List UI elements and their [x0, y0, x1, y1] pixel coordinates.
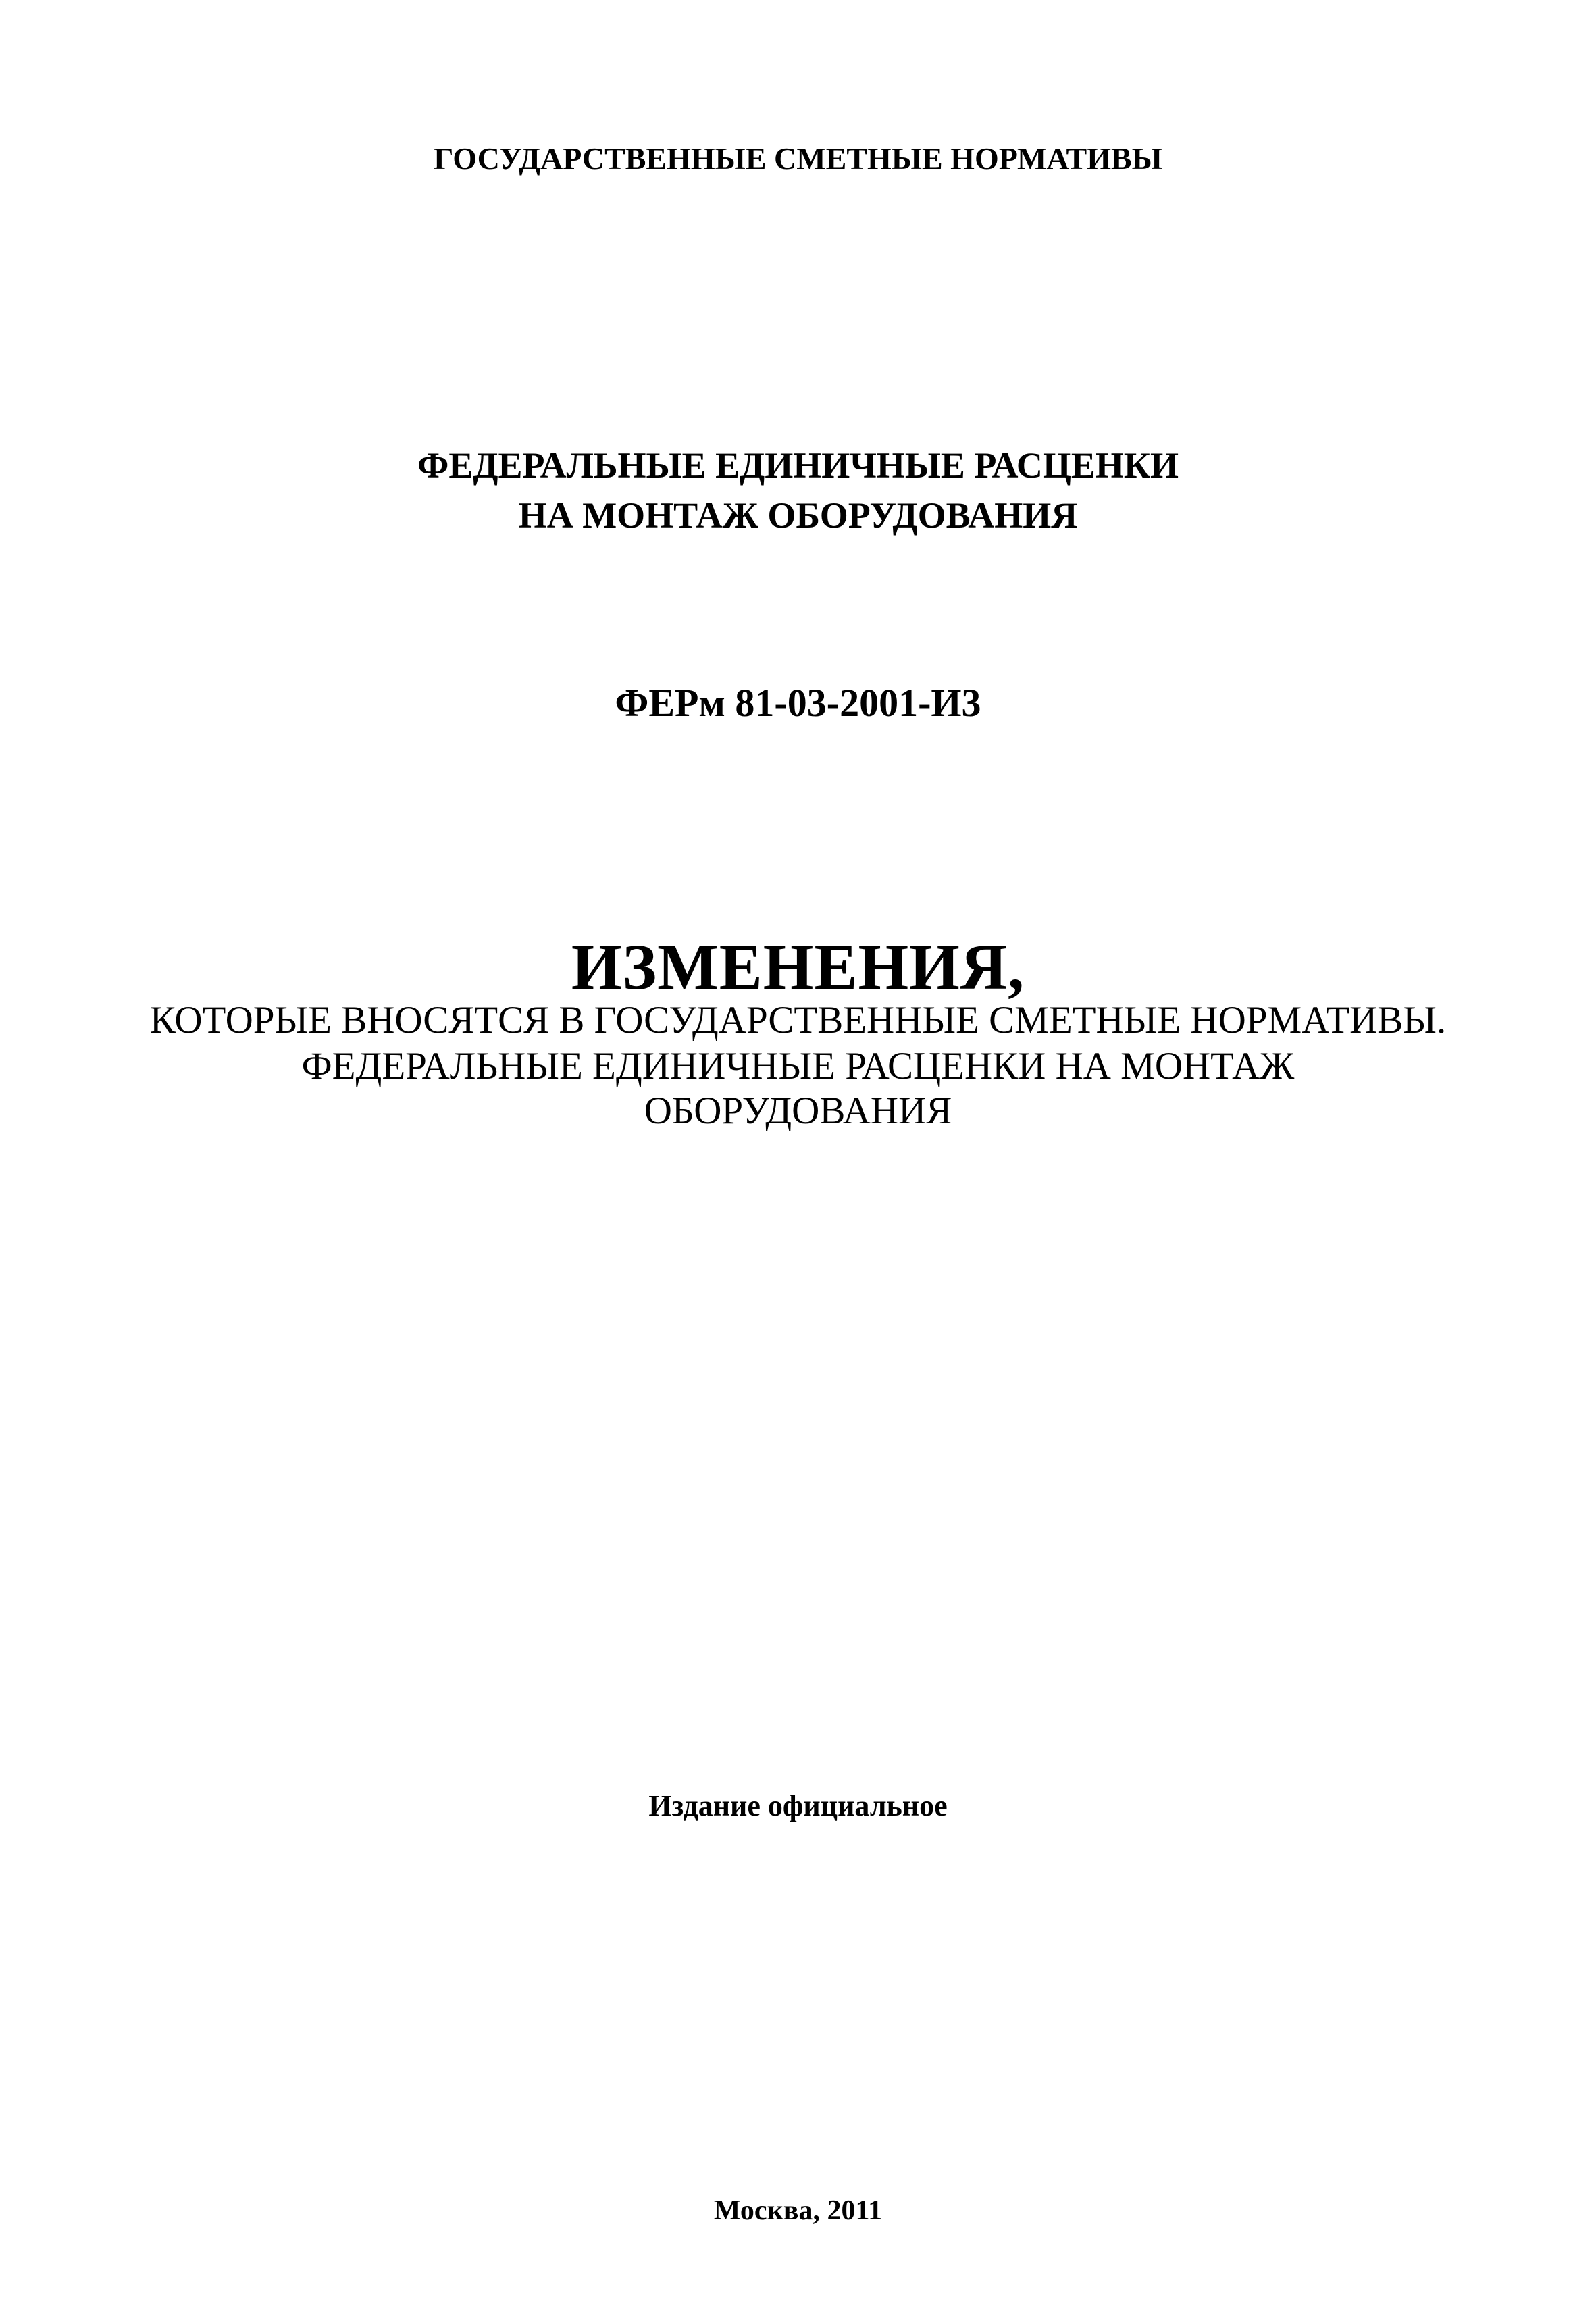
collection-title-line-1: ФЕДЕРАЛЬНЫЕ ЕДИНИЧНЫЕ РАСЦЕНКИ [417, 445, 1179, 486]
changes-subtitle-line-2: ФЕДЕРАЛЬНЫЕ ЕДИНИЧНЫЕ РАСЦЕНКИ НА МОНТАЖ [301, 1045, 1295, 1087]
edition-note: Издание официальное [648, 1789, 948, 1822]
changes-subtitle-line-1: КОТОРЫЕ ВНОСЯТСЯ В ГОСУДАРСТВЕННЫЕ СМЕТНЫЕ НОРМАТИВЫ. [149, 999, 1447, 1042]
document-code: ФЕРм 81-03-2001-И3 [615, 681, 981, 725]
place-year: Москва, 2011 [713, 2195, 883, 2226]
series-header: ГОСУДАРСТВЕННЫЕ СМЕТНЫЕ НОРМАТИВЫ [434, 141, 1162, 176]
changes-heading: ИЗМЕНЕНИЯ, [571, 931, 1025, 1003]
changes-subtitle-line-3: ОБОРУДОВАНИЯ [644, 1089, 952, 1132]
collection-title-line-2: НА МОНТАЖ ОБОРУДОВАНИЯ [518, 495, 1078, 536]
